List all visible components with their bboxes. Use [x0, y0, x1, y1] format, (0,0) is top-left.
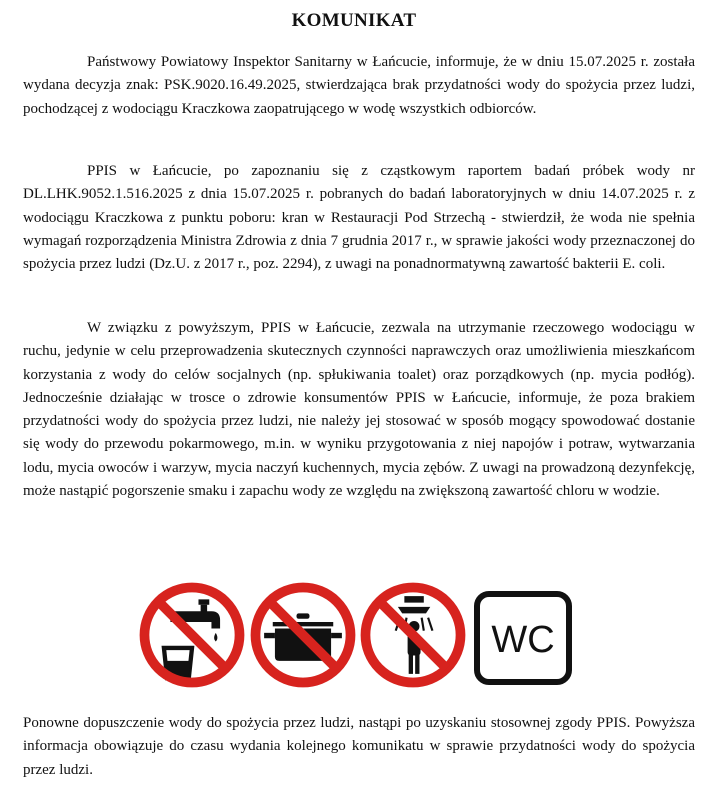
wc-icon: [473, 590, 573, 686]
no-drinking-water-icon: [138, 581, 246, 689]
paragraph-decision: Państwowy Powiatowy Inspektor Sanitarny w Łańcucie, informuje, że w dniu 15.07.2025 r. została wydana decyzja znak: PSK.9020.16.49.2025, stwierdzająca brak przydatności wody do spożycia przez ludzi, pochodzącej z wodociągu Kraczkowa zaopatrującego w wodę wszystkich odbiorców.: [23, 54, 695, 117]
page-title: KOMUNIKAT: [291, 10, 417, 31]
wc-label: WC: [491, 619, 555, 661]
paragraph-restrictions: W związku z powyższym, PPIS w Łańcucie, zezwala na utrzymanie rzeczowego wodociągu w ruchu, jedynie w celu przeprowadzenia skutecznych czynności naprawczych oraz umożliwienia mieszkańcom korzystania z wody do celów socjalnych (np. spłukiwania toalet) oraz porządkowych (np. mycia podłóg). Jednocześnie działając w trosce o zdrowie konsumentów PPIS w Łańcucie, informuje, że poza brakiem przydatności wody do spożycia przez ludzi, nie należy jej stosować w sposób mogący spowodować dostanie się wody do przewodu pokarmowego, m.in. w wyniku przygotowania z niej napojów i potraw, wytwarzania lodu, mycia owoców i warzyw, mycia naczyń kuchennych, mycia zębów. Z uwagi na prowadzoną dezynfekcję, może nastąpić pogorszenie smaku i zapachu wody ze względu na zwiększoną zawartość chloru w wodzie.: [23, 320, 695, 500]
paragraph-closing-note: Ponowne dopuszczenie wody do spożycia przez ludzi, nastąpi po uzyskaniu stosownej zgody PPIS. Powyższa informacja obowiązuje do czasu wydania kolejnego komunikatu w sprawie przydatności wody do spożycia przez ludzi.: [23, 715, 695, 778]
no-cooking-icon: [249, 581, 357, 689]
no-shower-icon: [359, 581, 467, 689]
paragraph-lab-report: PPIS w Łańcucie, po zapoznaniu się z cząstkowym raportem badań próbek wody nr DL.LHK.9052.1.516.2025 z dnia 15.07.2025 r. pobranych do badań laboratoryjnych w dniu 14.07.2025 r. z wodociągu Kraczkowa z punktu poboru: kran w Restauracji Pod Strzechą - stwierdził, że woda nie spełnia wymagań rozporządzenia Ministra Zdrowia z dnia 7 grudnia 2017 r., w sprawie jakości wody przeznaczonej do spożycia przez ludzi (Dz.U. z 2017 r., poz. 2294), z uwagi na ponadnormatywną zawartość bakterii E. coli.: [23, 163, 695, 273]
